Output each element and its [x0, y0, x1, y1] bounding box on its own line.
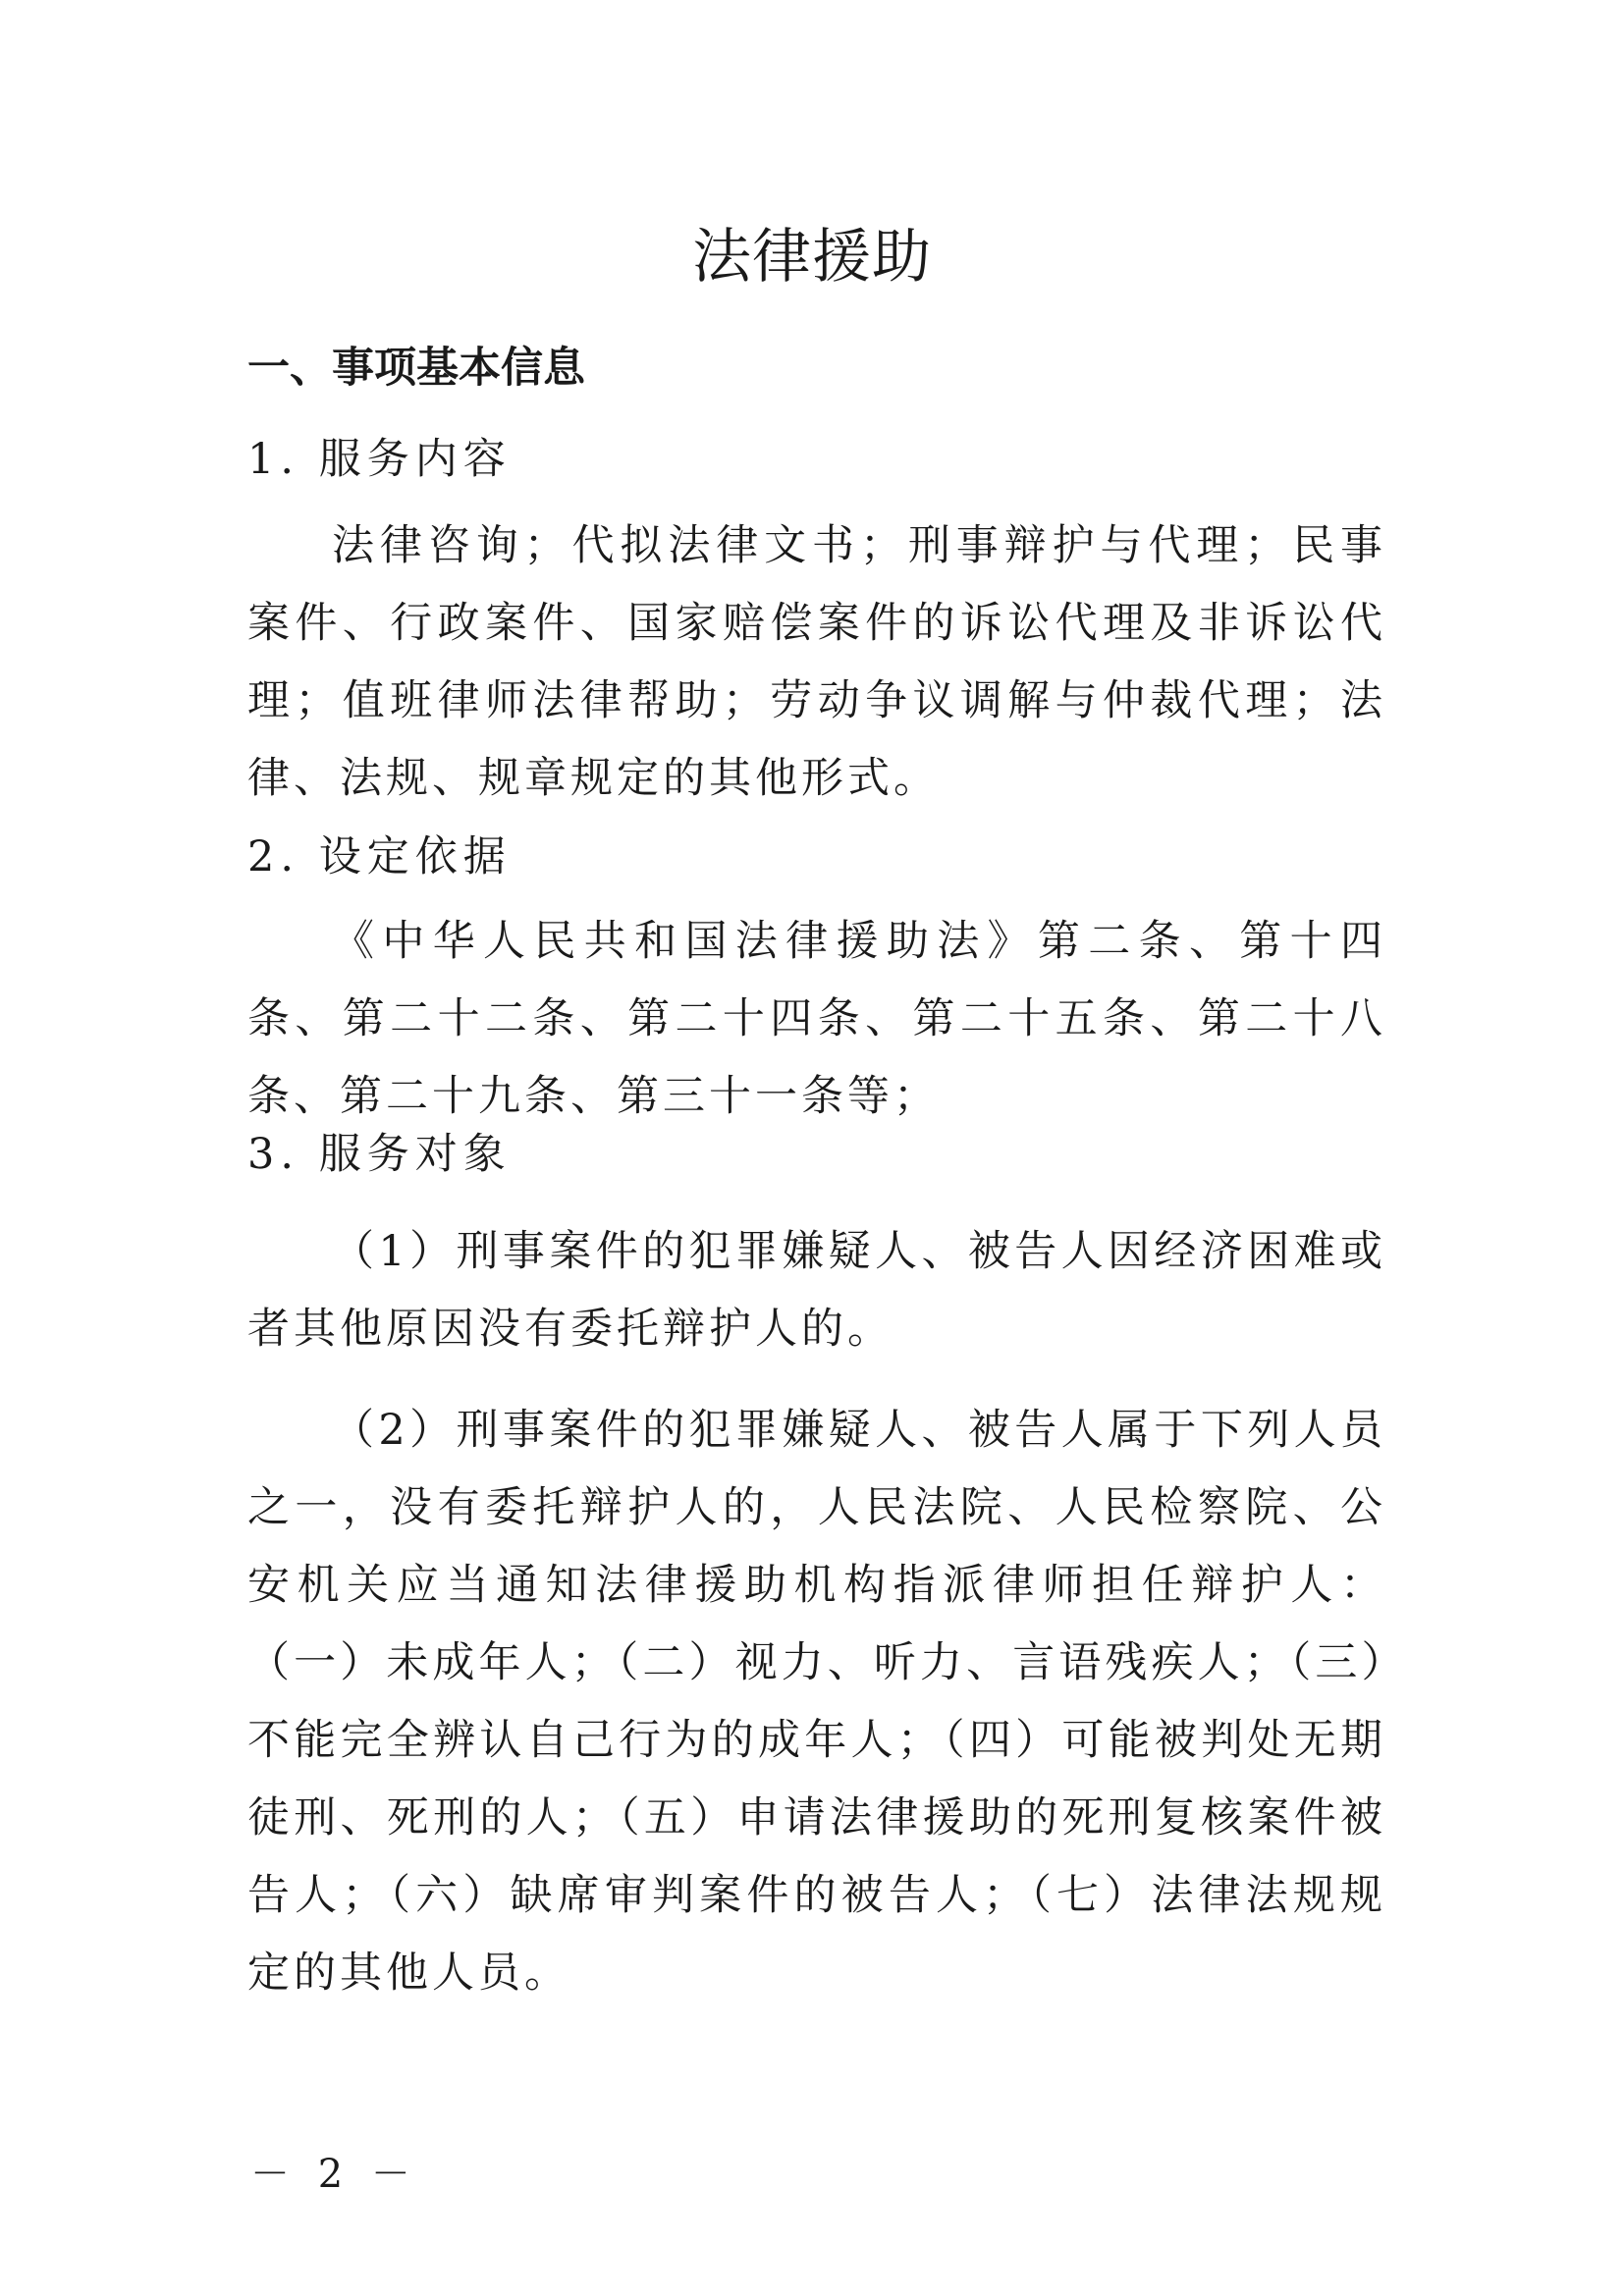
paragraph-target-1: （1）刑事案件的犯罪嫌疑人、被告人因经济困难或者其他原因没有委托辩护人的。: [247, 1227, 1386, 1354]
paragraph-service-content: 法律咨询；代拟法律文书；刑事辩护与代理；民事案件、行政案件、国家赔偿案件的诉讼代理及非诉讼代理；值班律师法律帮助；劳动争议调解与仲裁代理；法律、法规、规章规定的其他形式。: [247, 521, 1386, 803]
item-label-service-content: 1. 服务内容: [247, 435, 512, 484]
paragraph-target-2: （2）刑事案件的犯罪嫌疑人、被告人属于下列人员之一，没有委托辩护人的，人民法院、人民检察院、公安机关应当通知法律援助机构指派律师担任辩护人：（一）未成年人；（二）视力、听力、言语残疾人；（三）不能完全辨认自己行为的成年人；（四）可能被判处无期徒刑、死刑的人；（五）申请法律援助的死刑复核案件被告人；（六）缺席审判案件的被告人；（七）法律法规规定的其他人员。: [247, 1406, 1386, 1998]
paragraph-legal-basis: 《中华人民共和国法律援助法》第二条、第十四条、第二十二条、第二十四条、第二十五条、第二十八条、第二十九条、第三十一条等；: [247, 917, 1386, 1121]
document-title: 法律援助: [692, 223, 932, 292]
item-label-service-target: 3. 服务对象: [247, 1130, 512, 1179]
section-heading: 一、事项基本信息: [247, 344, 585, 393]
item-label-legal-basis: 2. 设定依据: [247, 832, 512, 881]
page-number: － 2 －: [250, 2152, 418, 2197]
